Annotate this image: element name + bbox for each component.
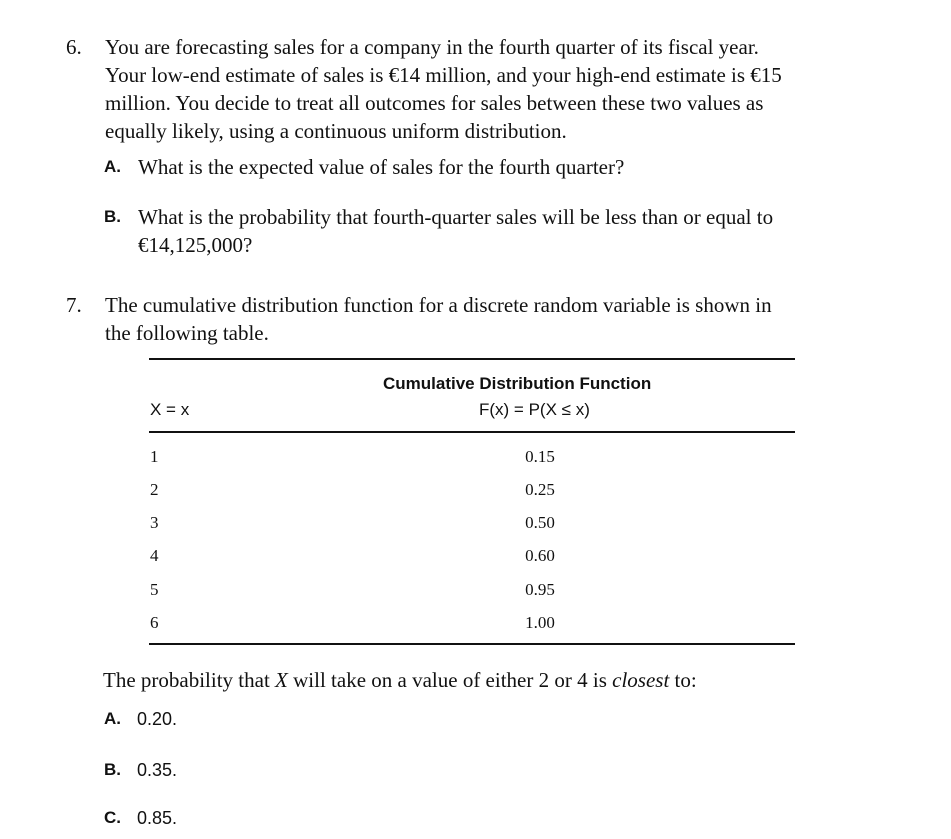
table-header-cdf: Cumulative Distribution Function [383,374,652,393]
table-bottom-rule [149,643,795,645]
question-6-text [105,33,895,145]
question-6-line: equally likely, using a continuous uniform distribution. [105,119,567,143]
table-top-rule [149,358,795,360]
option-a-text: 0.20. [137,709,178,729]
option-b-letter: B. [104,760,121,779]
table-cell-x: 3 [150,513,159,532]
table-cell-f: 0.60 [525,546,555,565]
table-cell-f: 0.15 [525,447,555,466]
stem-variable: X [275,668,288,692]
question-7-stem [103,666,893,694]
table-cell-x: 1 [150,447,159,466]
question-6-part-b-text-cont: €14,125,000? [138,233,253,257]
option-c-letter: C. [104,808,121,827]
table-cell-x: 2 [150,480,159,499]
stem-text: to: [669,668,697,692]
table-cell-f: 1.00 [525,613,555,632]
question-6-line: You are forecasting sales for a company in the fourth quarter of its fiscal year. [105,35,759,59]
question-6-part-b-text: What is the probability that fourth-quarter sales will be less than or equal to [138,205,774,229]
table-header-x: X = x [150,400,190,419]
option-b-text: 0.35. [137,760,178,780]
stem-emphasis: closest [612,668,670,692]
option-c-text: 0.85. [137,808,178,828]
question-6-part-a-letter: A. [104,157,121,176]
table-cell-f: 0.95 [525,580,555,599]
stem-text: The probability that [103,668,276,692]
stem-text: will take on a value of either 2 or 4 is [287,668,613,692]
table-header-rule [149,431,795,433]
table-header-formula: F(x) = P(X ≤ x) [479,400,590,419]
question-7-line: The cumulative distribution function for a discrete random variable is shown in [105,293,772,317]
question-6-line: Your low-end estimate of sales is €14 million, and your high-end estimate is €15 [105,63,782,87]
option-a-letter: A. [104,709,121,728]
question-7-line: the following table. [105,321,269,345]
question-6-line: million. You decide to treat all outcomes for sales between these two values as [105,91,764,115]
table-cell-f: 0.25 [525,480,555,499]
question-7-number: 7. [66,293,82,317]
table-cell-f: 0.50 [525,513,555,532]
question-6-number: 6. [66,35,82,59]
question-6-part-b-letter: B. [104,207,121,226]
table-cell-x: 4 [150,546,159,565]
question-7-text [105,291,895,347]
question-6-part-a-text: What is the expected value of sales for the fourth quarter? [138,155,625,179]
table-cell-x: 5 [150,580,159,599]
table-cell-x: 6 [150,613,159,632]
